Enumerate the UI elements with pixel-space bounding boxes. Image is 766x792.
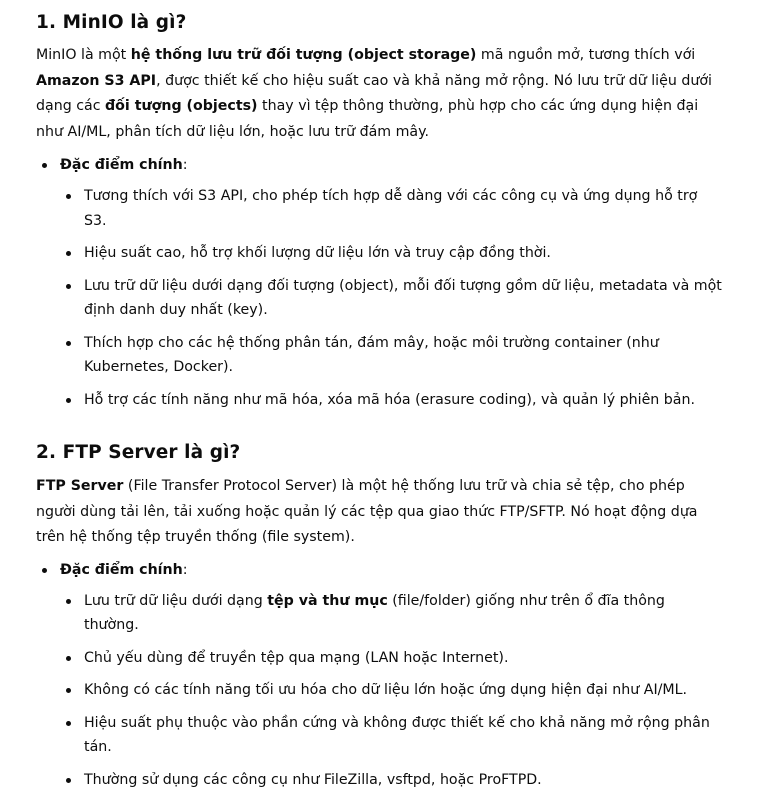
- features-colon: :: [183, 562, 188, 578]
- minio-features-list: [60, 184, 766, 412]
- intro-text: thay vì tệp thông thường, phù hợp cho các ứng dụng hiện đại như AI/ML, phân tích dữ liệu lớn, hoặc lưu trữ đám mây.: [36, 98, 698, 140]
- list-item: [60, 589, 724, 638]
- item-text: (file/folder) giống như trên ổ đĩa thông thường.: [84, 593, 665, 634]
- ftp-features-list: [60, 589, 766, 792]
- intro-text: MinIO là một: [36, 47, 131, 63]
- list-item: Chủ yếu dùng để truyền tệp qua mạng (LAN hoặc Internet).: [60, 646, 724, 671]
- list-item: Hiệu suất phụ thuộc vào phần cứng và không được thiết kế cho khả năng mở rộng phân tán.: [60, 711, 724, 760]
- features-colon: :: [183, 157, 188, 173]
- intro-text: (File Transfer Protocol Server) là một hệ thống lưu trữ và chia sẻ tệp, cho phép người dùng tải lên, tải xuống hoặc quản lý các tệp qua giao thức FTP/SFTP. Nó hoạt động dựa trên hệ thống tệp truyền thống (file system).: [36, 478, 698, 545]
- intro-bold: đối tượng (objects): [105, 98, 258, 114]
- list-item: Tương thích với S3 API, cho phép tích hợp dễ dàng với các công cụ và ứng dụng hỗ trợ S3.: [60, 184, 724, 233]
- list-item: Hiệu suất cao, hỗ trợ khối lượng dữ liệu lớn và truy cập đồng thời.: [60, 241, 724, 266]
- intro-text: , được thiết kế cho hiệu suất cao và khả năng mở rộng. Nó lưu trữ dữ liệu dưới dạng các: [36, 73, 712, 115]
- minio-intro-paragraph: [36, 43, 726, 145]
- section-heading-ftp: 2. FTP Server là gì?: [36, 420, 766, 466]
- item-text: Lưu trữ dữ liệu dưới dạng: [84, 593, 267, 609]
- intro-bold: FTP Server: [36, 478, 123, 494]
- list-item: Hỗ trợ các tính năng như mã hóa, xóa mã hóa (erasure coding), và quản lý phiên bản.: [60, 388, 724, 413]
- list-item: Thường sử dụng các công cụ như FileZilla, vsftpd, hoặc ProFTPD.: [60, 768, 724, 792]
- list-item: [36, 153, 766, 412]
- intro-bold: Amazon S3 API: [36, 73, 156, 89]
- item-bold: tệp và thư mục: [267, 593, 387, 609]
- list-item: Không có các tính năng tối ưu hóa cho dữ liệu lớn hoặc ứng dụng hiện đại như AI/ML.: [60, 678, 724, 703]
- minio-features-outer-list: [36, 153, 766, 412]
- intro-bold: hệ thống lưu trữ đối tượng (object storage): [131, 47, 477, 63]
- list-item: Lưu trữ dữ liệu dưới dạng đối tượng (object), mỗi đối tượng gồm dữ liệu, metadata và một định danh duy nhất (key).: [60, 274, 724, 323]
- intro-text: mã nguồn mở, tương thích với: [476, 47, 695, 63]
- ftp-features-outer-list: [36, 558, 766, 792]
- ftp-intro-paragraph: [36, 474, 726, 551]
- section-heading-minio: 1. MinIO là gì?: [36, 0, 766, 36]
- features-label: Đặc điểm chính: [60, 157, 183, 173]
- list-item: [36, 558, 766, 792]
- list-item: Thích hợp cho các hệ thống phân tán, đám mây, hoặc môi trường container (như Kubernetes, Docker).: [60, 331, 724, 380]
- features-label: Đặc điểm chính: [60, 562, 183, 578]
